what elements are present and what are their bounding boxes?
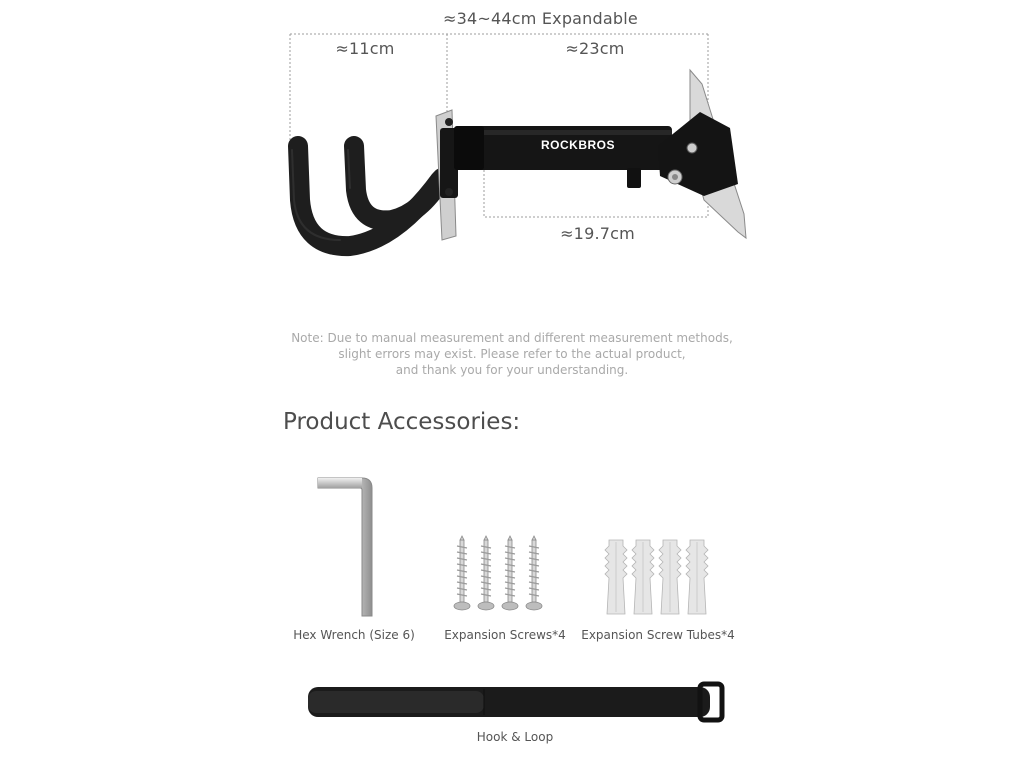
caption-hook-loop: Hook & Loop	[476, 730, 554, 744]
bike-hook-product-image	[0, 0, 1024, 300]
note-line-2: slight errors may exist. Please refer to the actual product,	[338, 347, 686, 361]
dimension-hook-label: ≈11cm	[335, 39, 395, 58]
screws-icon	[450, 536, 550, 616]
brand-logo: ROCKBROS	[540, 138, 616, 152]
caption-hex-wrench: Hex Wrench (Size 6)	[293, 628, 415, 642]
caption-expansion-tubes: Expansion Screw Tubes*4	[581, 628, 735, 642]
note-line-3: and thank you for your understanding.	[395, 363, 629, 377]
measurement-note	[262, 330, 762, 378]
screw-tubes-icon	[603, 536, 715, 616]
dimension-total-label: ≈34~44cm Expandable	[443, 9, 638, 28]
accessories-title: Product Accessories:	[283, 409, 521, 435]
wall-bracket	[658, 70, 746, 238]
hook-loop-strap-icon	[306, 683, 726, 723]
hex-wrench-icon	[310, 472, 390, 622]
dimension-arm-label: ≈23cm	[565, 39, 625, 58]
adjust-knob	[627, 168, 641, 188]
caption-expansion-screws: Expansion Screws*4	[444, 628, 566, 642]
note-line-1: Note: Due to manual measurement and different measurement methods,	[291, 331, 733, 345]
foam-hooks	[298, 146, 442, 246]
dimension-tube-label: ≈19.7cm	[560, 224, 635, 243]
